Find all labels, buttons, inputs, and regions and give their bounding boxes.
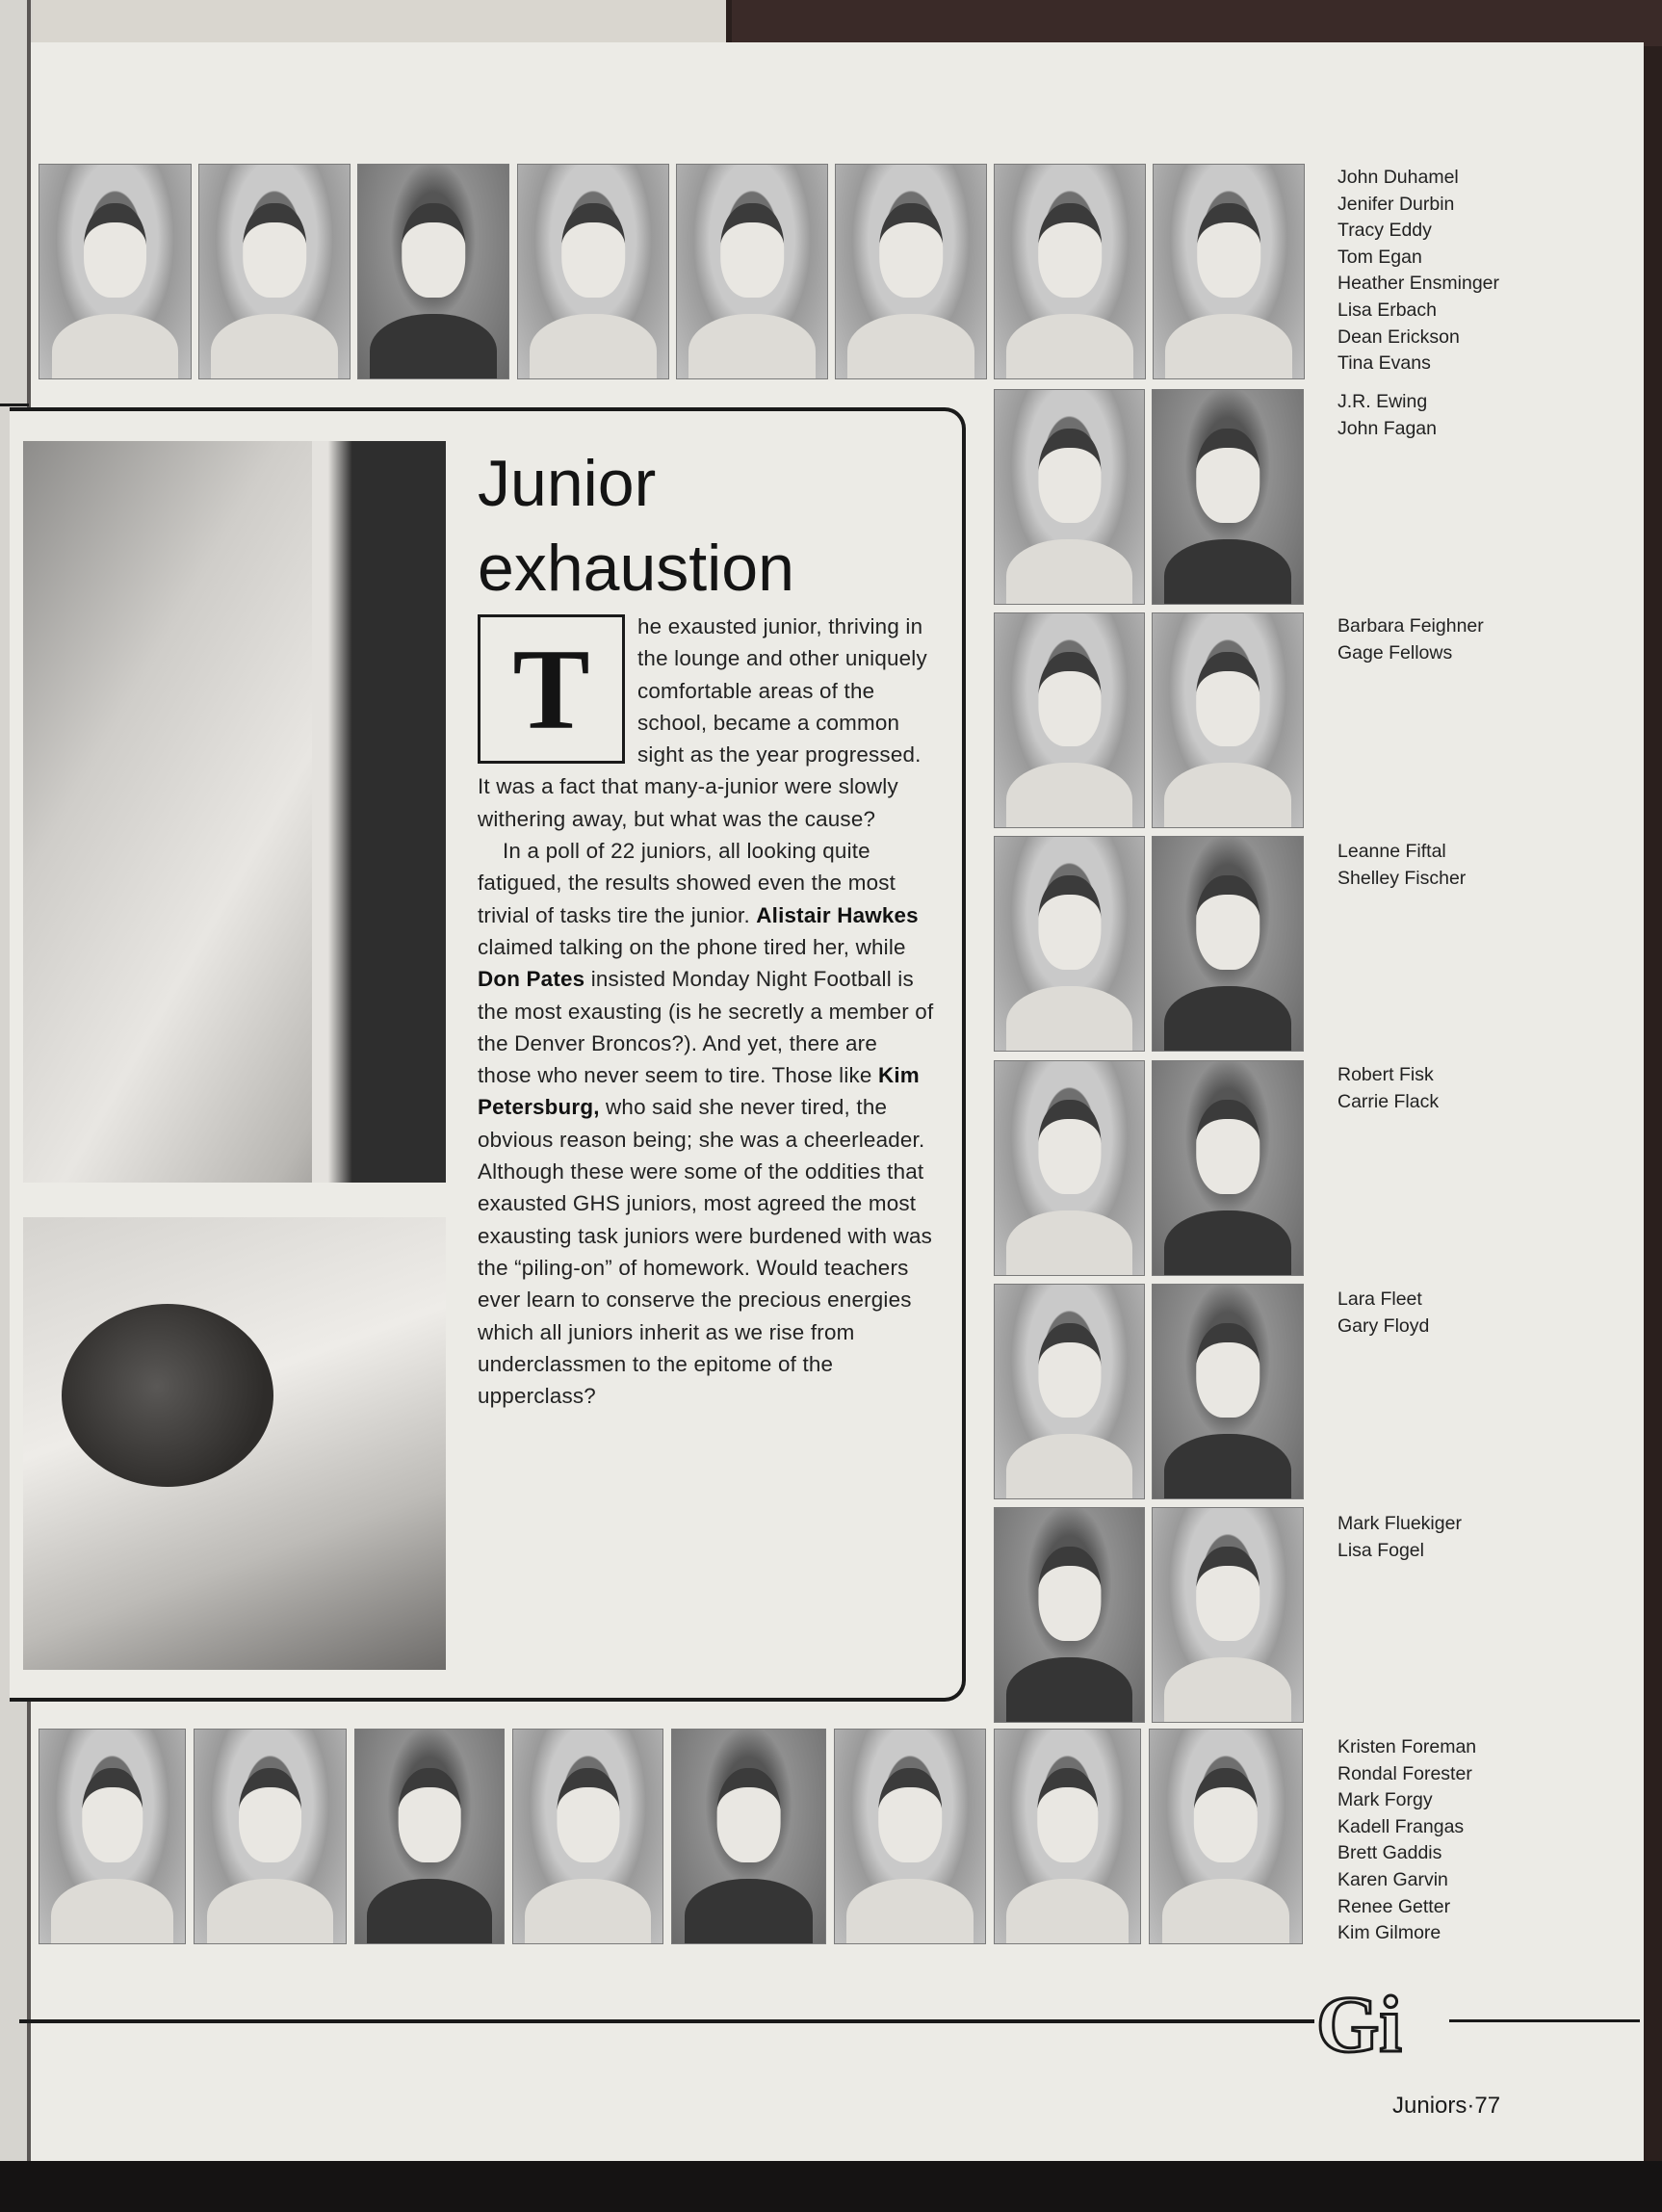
student-name: J.R. Ewing [1337, 391, 1428, 412]
portrait-photo [1153, 164, 1305, 379]
portrait-photo [1152, 1284, 1304, 1499]
pair-names [1337, 1287, 1429, 1340]
student-name: Jenifer Durbin [1337, 193, 1455, 215]
portrait-photo [1152, 389, 1304, 605]
portrait-photo [1152, 1060, 1304, 1276]
portrait-photo [994, 836, 1145, 1052]
student-name: Renee Getter [1337, 1895, 1451, 1917]
portrait-photo [676, 164, 828, 379]
portrait-photo [994, 1284, 1145, 1499]
student-name: Tom Egan [1337, 246, 1422, 268]
paragraph [478, 835, 936, 1412]
student-name: Kim Gilmore [1337, 1922, 1441, 1944]
student-name: Kristen Foreman [1337, 1736, 1477, 1757]
portrait-photo [994, 612, 1145, 828]
bold-name: Alistair Hawkes [756, 902, 919, 927]
bottom-background [0, 2161, 1662, 2212]
student-name: Gary Floyd [1337, 1314, 1430, 1337]
text-run: In a poll of 22 juniors, all looking quite fatigued, the results showed even the most trivial of tasks tire the junior. [478, 839, 896, 927]
portrait-photo [354, 1729, 505, 1944]
portrait-photo [1152, 1507, 1304, 1723]
section-logo: Gi [1316, 1980, 1402, 2069]
portrait-photo [835, 164, 987, 379]
story-headline [478, 441, 794, 611]
portrait-photo [994, 1729, 1141, 1944]
portrait-photo [512, 1729, 663, 1944]
portrait-photo [357, 164, 509, 379]
page-folio: Juniors·77 [1392, 2093, 1501, 2119]
portrait-photo [1152, 612, 1304, 828]
student-name: Barbara Feighner [1337, 615, 1484, 637]
text-run: insisted Monday Night Football is the most exausting (is he secretly a member of the Denver Broncos?). And yet, there are those who never seem to tire. Those like [478, 967, 934, 1088]
student-name: Lisa Fogel [1337, 1539, 1424, 1561]
candid-photo-bottom [23, 1217, 446, 1670]
portrait-photo [994, 1507, 1145, 1723]
student-name: John Duhamel [1337, 167, 1459, 188]
portrait-photo [994, 1060, 1145, 1276]
candid-photo-top [23, 441, 446, 1183]
headline-line: exhaustion [478, 532, 794, 605]
student-name: Tracy Eddy [1337, 220, 1432, 242]
top-row-names [1337, 165, 1499, 377]
student-name: Leanne Fiftal [1337, 841, 1446, 862]
student-name: Heather Ensminger [1337, 273, 1499, 295]
student-name: Mark Forgy [1337, 1789, 1433, 1811]
text-run: who said she never tired, the obvious reason being; she was a cheerleader. Although these were some of the oddities that exausted GHS juniors, most agreed the most exausting task juniors were burdened with was the “piling-on” of homework. Would teachers ever learn to conserve the precious energies which all juniors inherit as we rise from underclassmen to the epitome of the upperclass? [478, 1095, 932, 1409]
student-name: Karen Garvin [1337, 1868, 1448, 1890]
portrait-photo [834, 1729, 986, 1944]
portrait-photo [194, 1729, 347, 1944]
dropcap: T [478, 614, 625, 764]
portrait-photo [1149, 1729, 1303, 1944]
rule-fragment [0, 403, 29, 406]
portrait-photo [1152, 836, 1304, 1052]
pair-names [1337, 389, 1437, 442]
pair-names [1337, 839, 1466, 892]
student-name: Kadell Frangas [1337, 1815, 1465, 1837]
bottom-row-names [1337, 1734, 1476, 1947]
portrait-photo [994, 389, 1145, 605]
portrait-photo [198, 164, 351, 379]
student-name: Brett Gaddis [1337, 1842, 1442, 1864]
portrait-photo [39, 1729, 186, 1944]
top-page-scrap [33, 0, 726, 46]
student-name: Shelley Fischer [1337, 867, 1467, 889]
student-name: Robert Fisk [1337, 1064, 1434, 1085]
student-name: Tina Evans [1337, 352, 1431, 375]
pair-names [1337, 1511, 1462, 1564]
student-name: Gage Fellows [1337, 641, 1453, 664]
headline-line: Junior [478, 447, 657, 520]
portrait-photo [39, 164, 192, 379]
footer-rule [19, 2019, 1314, 2023]
bold-name: Don Pates [478, 967, 585, 992]
student-name: Lara Fleet [1337, 1288, 1422, 1310]
bold-name: Kim Petersburg, [478, 1063, 920, 1120]
student-name: Carrie Flack [1337, 1090, 1440, 1112]
student-name: Rondal Forester [1337, 1762, 1472, 1784]
portrait-photo [994, 164, 1146, 379]
pair-names [1337, 1062, 1439, 1115]
footer-rule [1449, 2019, 1640, 2022]
student-name: Lisa Erbach [1337, 299, 1437, 321]
pair-names [1337, 613, 1484, 666]
paragraph: he exausted junior, thriving in the lounge and other uniquely comfortable areas of the school, became a common sight as the year progressed. It was a fact that many-a-junior were slowly withering away, but what was the cause? [478, 614, 927, 831]
student-name: Dean Erickson [1337, 325, 1460, 348]
portrait-photo [671, 1729, 826, 1944]
top-background [732, 0, 1662, 46]
student-name: John Fagan [1337, 417, 1437, 439]
student-name: Mark Fluekiger [1337, 1513, 1462, 1534]
portrait-photo [517, 164, 669, 379]
text-run: claimed talking on the phone tired her, while [478, 934, 906, 959]
